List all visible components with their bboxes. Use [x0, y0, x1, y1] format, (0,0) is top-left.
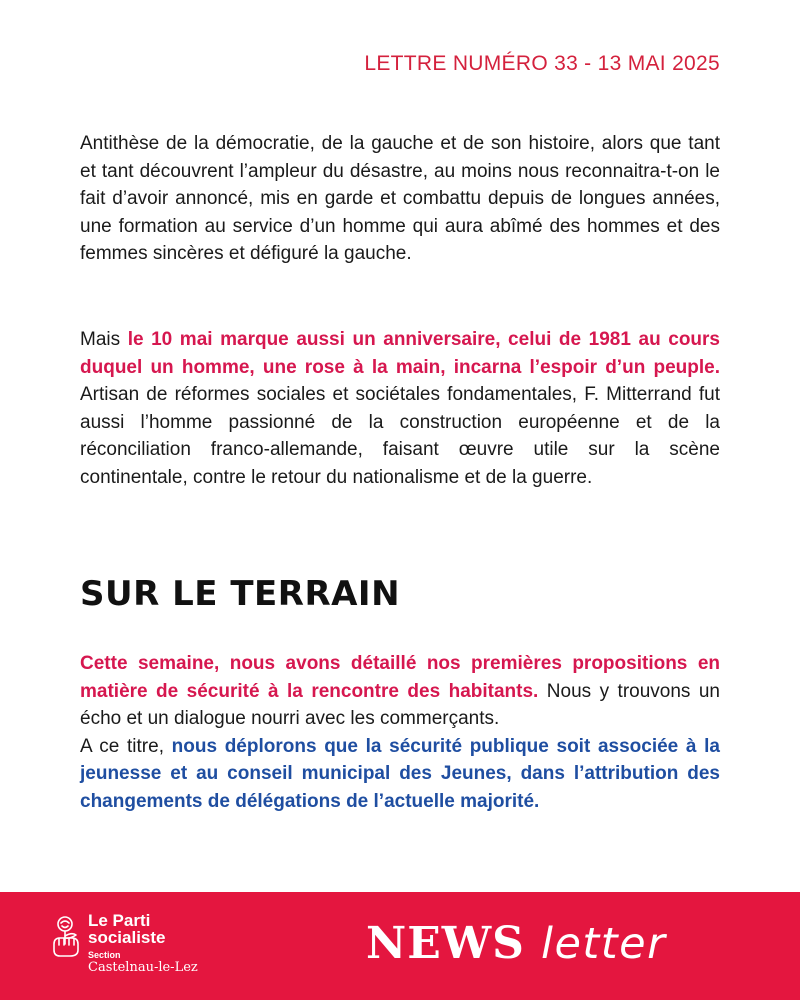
paragraph-terrain [80, 650, 720, 815]
party-name-line2: socialiste [88, 928, 166, 947]
paragraph-terrain-middle: Nous y trouvons un écho et un dialogue nourri avec les commerçants. [80, 680, 720, 729]
party-name-line1: Le Parti [88, 911, 151, 930]
paragraph-terrain-highlight: Cette semaine, nous avons détaillé nos premières propositions en matière de sécurité à la rencontre des habitants. [80, 653, 720, 702]
party-name [88, 912, 166, 946]
party-section-city: Castelnau-le-Lez [88, 960, 198, 975]
paragraph-terrain-lead: A ce titre, [80, 735, 172, 757]
paragraph-anniversary [80, 326, 720, 491]
party-section-label: Section [88, 950, 121, 960]
newsletter-title-letter: letter [541, 919, 667, 969]
footer-banner [0, 892, 800, 1000]
section-title: SUR LE TERRAIN [80, 574, 401, 614]
paragraph-anniversary-lead: Mais [80, 329, 128, 350]
issue-header: LETTRE NUMÉRO 33 - 13 MAI 2025 [364, 52, 720, 75]
newsletter-title-news: NEWS [366, 918, 525, 969]
paragraph-terrain-highlight-blue: nous déplorons que la sécurité publique soit associée à la jeunesse et au conseil municipal des Jeunes, dans l’attribution des changements de délégations de l’actuelle majorité. [80, 735, 720, 812]
paragraph-anniversary-rest: Artisan de réformes sociales et sociétales fondamentales, F. Mitterrand fut aussi l’homme passionné de la construction européenne et de la réconciliation franco-allemande, faisant œuvre utile sur la scène continentale, contre le retour du nationalisme et de la guerre. [80, 384, 720, 488]
paragraph-anniversary-highlight: le 10 mai marque aussi un anniversaire, celui de 1981 au cours duquel un homme, une rose à la main, incarna l’espoir d’un peuple. [80, 329, 720, 378]
paragraph-intro: Antithèse de la démocratie, de la gauche et de son histoire, alors que tant et tant découvrent l’ampleur du désastre, au moins nous reconnaitra-t-on le fait d’avoir annoncé, mis en garde et combattu depuis de longues années, une formation au service d’un homme qui aura abîmé des hommes et des femmes sincères et défiguré la gauche. [80, 133, 720, 264]
